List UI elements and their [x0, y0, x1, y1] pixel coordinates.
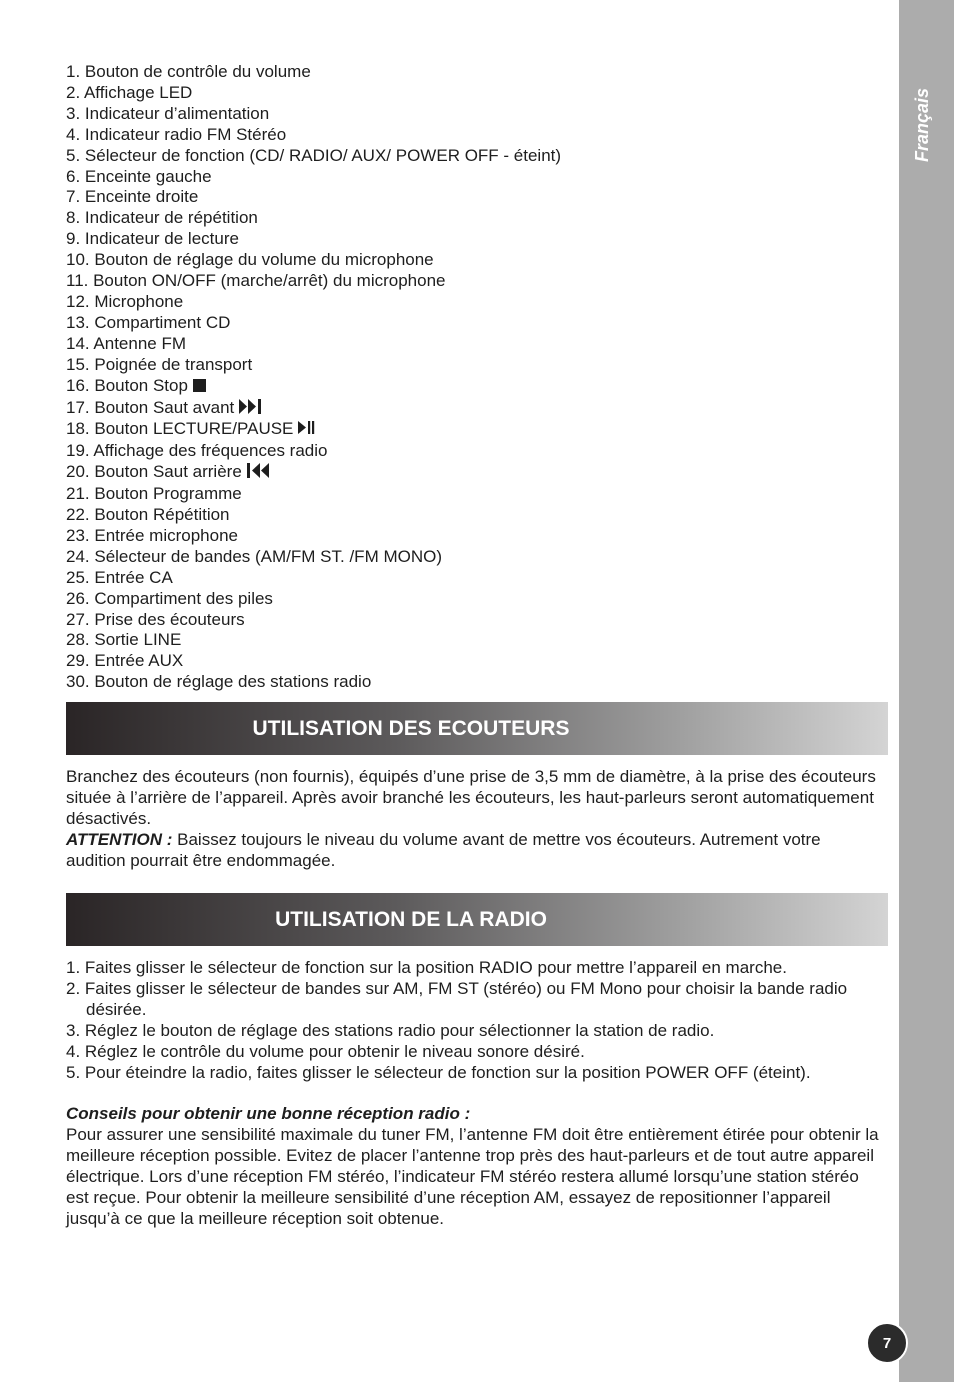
list-item: 4. Réglez le contrôle du volume pour obtenir le niveau sonore désiré.	[66, 1041, 585, 1061]
list-item: 30. Bouton de réglage des stations radio	[66, 672, 372, 692]
language-side-tab	[899, 0, 954, 1382]
list-item: 19. Affichage des fréquences radio	[66, 441, 328, 461]
list-item	[66, 419, 561, 441]
page-number-badge	[866, 1322, 908, 1364]
language-label: Français	[912, 87, 932, 162]
list-item: 2. Affichage LED	[66, 82, 193, 102]
tips-heading: Conseils pour obtenir une bonne réception radio :	[66, 1104, 471, 1123]
warning-label: ATTENTION :	[66, 830, 173, 849]
list-item: 3. Réglez le bouton de réglage des stations radio pour sélectionner la station de radio.	[66, 1020, 715, 1040]
list-item: 6. Enceinte gauche	[66, 166, 212, 186]
list-item: 8. Indicateur de répétition	[66, 208, 258, 228]
list-item: 1. Faites glisser le sélecteur de fonction sur la position RADIO pour mettre l’appareil en marche.	[66, 958, 787, 977]
list-item: 27. Prise des écouteurs	[66, 609, 245, 629]
list-item-text: 16. Bouton Stop	[66, 375, 188, 395]
list-item	[66, 398, 561, 420]
play-pause-icon	[298, 420, 315, 441]
list-item: 9. Indicateur de lecture	[66, 229, 239, 249]
page-number: 7	[882, 1334, 892, 1352]
list-item	[66, 376, 561, 398]
parts-list	[66, 62, 561, 693]
list-item: 10. Bouton de réglage du volume du microphone	[66, 250, 434, 270]
list-item: 12. Microphone	[66, 291, 184, 311]
list-item: 13. Compartiment CD	[66, 312, 231, 332]
list-item: 14. Antenne FM	[66, 333, 187, 353]
list-item: 2. Faites glisser le sélecteur de bandes sur AM, FM ST (stéréo) ou FM Mono pour choisir la bande radio désirée.	[66, 978, 848, 1019]
list-item-text: 18. Bouton LECTURE/PAUSE	[66, 419, 294, 439]
list-item: 23. Entrée microphone	[66, 525, 238, 545]
list-item: 29. Entrée AUX	[66, 651, 184, 671]
list-item: 11. Bouton ON/OFF (marche/arrêt) du microphone	[66, 271, 446, 291]
list-item: 25. Entrée CA	[66, 567, 173, 587]
list-item: 1. Bouton de contrôle du volume	[66, 62, 311, 81]
section-header-headphones	[66, 702, 888, 755]
list-item: 3. Indicateur d’alimentation	[66, 103, 270, 123]
section-header-radio	[66, 893, 888, 946]
tips-paragraph: Pour assurer une sensibilité maximale du tuner FM, l’antenne FM doit être entièrement étirée pour obtenir la meilleure réception possible. Evitez de placer l’antenne trop près des haut-parleurs et de tout autre appareil électrique. Lors d’une réception FM stéréo, l’indicateur FM stéréo restera allumé lorsqu’une station stéréo est reçue. Pour obtenir la meilleure sensibilité d’une réception AM, essayez de repositionner l’appareil jusqu’à ce que la meilleure réception soit obtenue.	[66, 1125, 879, 1228]
list-item: 22. Bouton Répétition	[66, 505, 230, 525]
section-title: UTILISATION DE LA RADIO	[275, 907, 547, 931]
list-item: 4. Indicateur radio FM Stéréo	[66, 124, 287, 144]
stop-icon	[193, 377, 206, 398]
list-item	[66, 462, 561, 484]
skip-back-icon	[247, 463, 270, 484]
list-item: 24. Sélecteur de bandes (AM/FM ST. /FM MONO)	[66, 546, 443, 566]
list-item-text: 20. Bouton Saut arrière	[66, 462, 242, 482]
skip-forward-icon	[239, 399, 262, 420]
list-item-text: 17. Bouton Saut avant	[66, 397, 235, 417]
radio-steps-list	[66, 958, 881, 1083]
headphones-warning	[66, 830, 881, 872]
list-item: 5. Pour éteindre la radio, faites glisser le sélecteur de fonction sur la position POWER OFF (éteint).	[66, 1062, 811, 1082]
list-item: 15. Poignée de transport	[66, 354, 253, 374]
headphones-paragraph: Branchez des écouteurs (non fournis), équipés d’une prise de 3,5 mm de diamètre, à la prise des écouteurs située à l’arrière de l’appareil. Après avoir branché les écouteurs, les haut-parleurs seront automatiquement désactivés.	[66, 767, 876, 828]
list-item: 7. Enceinte droite	[66, 187, 199, 207]
section-title: UTILISATION DES ECOUTEURS	[252, 716, 570, 740]
list-item: 28. Sortie LINE	[66, 630, 182, 650]
list-item: 21. Bouton Programme	[66, 484, 242, 504]
list-item: 26. Compartiment des piles	[66, 588, 273, 608]
list-item: 5. Sélecteur de fonction (CD/ RADIO/ AUX/ POWER OFF - éteint)	[66, 145, 562, 165]
warning-text: Baissez toujours le niveau du volume avant de mettre vos écouteurs. Autrement votre audition pourrait être endommagée.	[66, 830, 821, 870]
